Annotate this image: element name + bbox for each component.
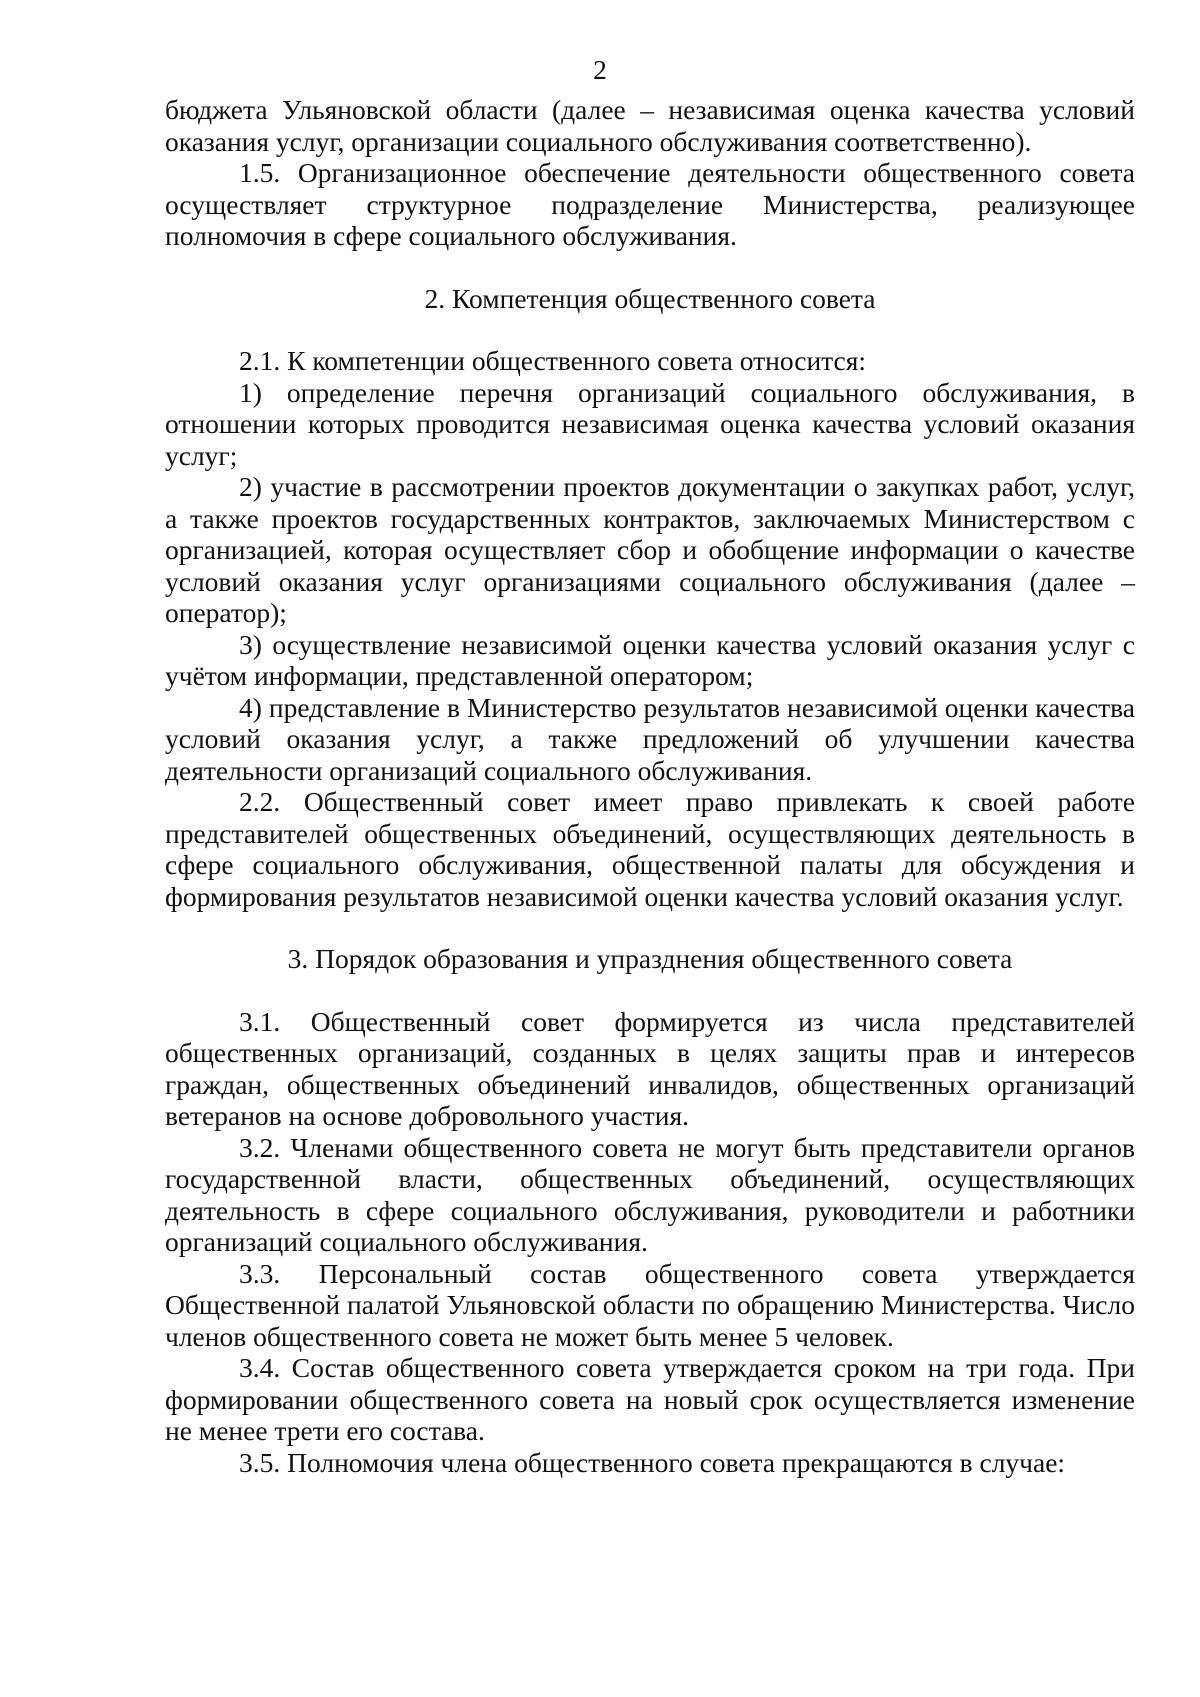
paragraph-1-5: 1.5. Организационное обеспечение деятельности общественного совета осуществляет структурное подразделение Министерства, реализующее полномочия в сфере социального обслуживания. bbox=[165, 157, 1135, 251]
paragraph-3-1: 3.1. Общественный совет формируется из числа представителей общественных организаций, созданных в целях защиты прав и интересов граждан, общественных объединений инвалидов, общественных организаций ветеранов на основе добровольного участия. bbox=[165, 1005, 1135, 1131]
list-item-2-1-1: 1) определение перечня организаций социального обслуживания, в отношении которых проводится независимая оценка качества условий оказания услуг; bbox=[165, 376, 1135, 471]
section-heading-2: 2. Компетенция общественного совета bbox=[424, 282, 876, 314]
paragraph-budget-continuation: бюджета Ульяновской области (далее – независимая оценка качества условий оказания услуг, организации социального обслуживания соответственно). bbox=[165, 94, 1135, 157]
paragraph-3-5: 3.5. Полномочия члена общественного совета прекращаются в случае: bbox=[239, 1446, 1066, 1478]
section-heading-3: 3. Порядок образования и упразднения общественного совета bbox=[287, 943, 1013, 974]
list-item-2-1-3: 3) осуществление независимой оценки качества условий оказания услуг с учётом информации, представленной оператором; bbox=[165, 628, 1135, 691]
paragraph-2-2: 2.2. Общественный совет имеет право привлекать к своей работе представителей общественных объединений, осуществляющих деятельность в сфере социального обслуживания, общественной палаты для обсуждения и формирования результатов независимой оценки качества условий оказания услуг. bbox=[165, 786, 1135, 912]
paragraph-3-4: 3.4. Состав общественного совета утверждается сроком на три года. При формировании общественного совета на новый срок осуществляется изменение не менее трети его состава. bbox=[165, 1352, 1135, 1446]
page-number: 2 bbox=[593, 54, 607, 85]
list-item-2-1-4: 4) представление в Министерство результатов независимой оценки качества условий оказания услуг, а также предложений об улучшении качества деятельности организаций социального обслуживания. bbox=[165, 691, 1135, 786]
paragraph-3-3: 3.3. Персональный состав общественного совета утверждается Общественной палатой Ульяновской области по обращению Министерства. Число членов общественного совета не может быть менее 5 человек. bbox=[165, 1257, 1135, 1352]
paragraph-3-2: 3.2. Членами общественного совета не могут быть представители органов государственной власти, общественных объединений, осуществляющих деятельность в сфере социального обслуживания, руководители и работники организаций социального обслуживания. bbox=[165, 1131, 1135, 1257]
list-item-2-1-2: 2) участие в рассмотрении проектов документации о закупках работ, услуг, а также проектов государственных контрактов, заключаемых Министерством с организацией, которая осуществляет сбор и обобщение информации о качестве условий оказания услуг организациями социального обслуживания (далее – оператор); bbox=[165, 471, 1135, 628]
document-body bbox=[165, 94, 1135, 1478]
paragraph-2-1: 2.1. К компетенции общественного совета относится: bbox=[239, 345, 867, 376]
